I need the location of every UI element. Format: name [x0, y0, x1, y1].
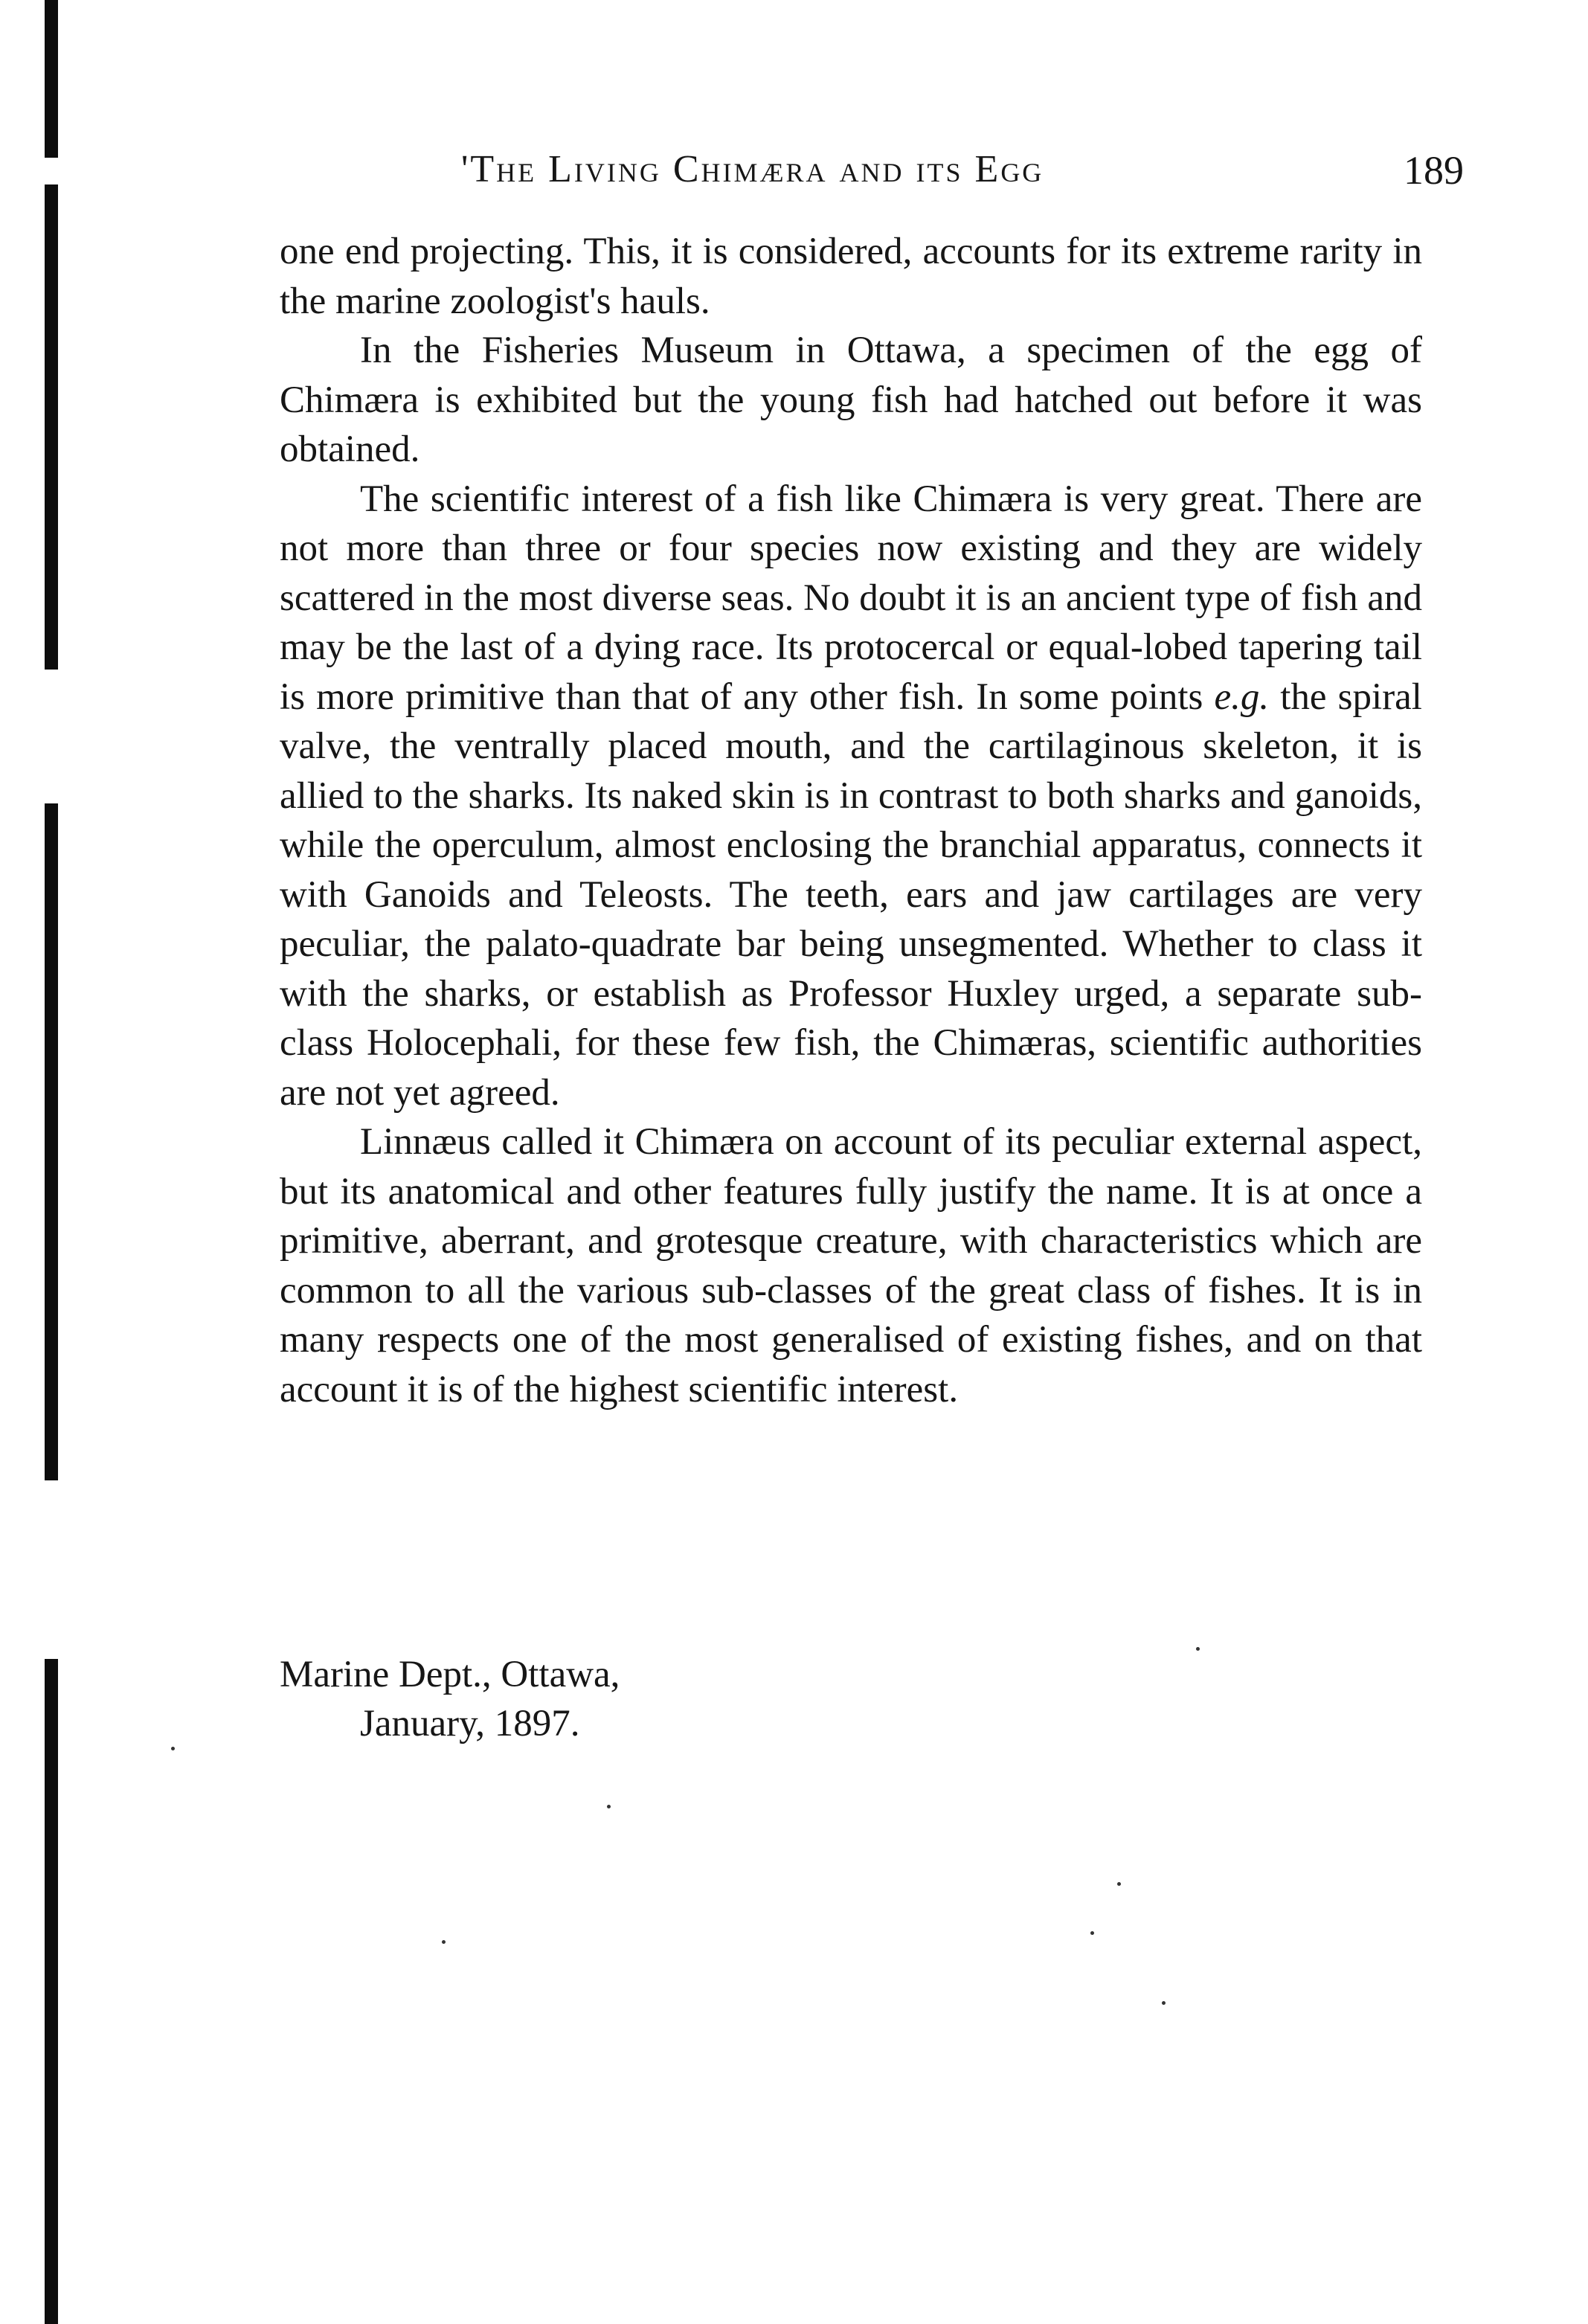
abbreviation: e.g.	[1214, 675, 1270, 718]
scan-speck	[607, 1805, 611, 1808]
signature-place: Marine Dept., Ottawa,	[280, 1654, 620, 1695]
paragraph-text: The scientific interest of a fish like Chimæra is very great. There are not more than three or four species now existing and they are widely scattered in the most diverse seas. No doubt it is an ancient type of fish and may be the last of a dying race. Its protocercal or equal-lobed tapering tail is more primitive than that of any other fish. In some points	[280, 478, 1422, 718]
scan-speck	[171, 1747, 175, 1750]
paragraph	[280, 475, 1422, 1118]
running-title: 'The Living Chimæra and its Egg	[461, 148, 1044, 190]
binding-gap	[45, 670, 58, 803]
signature	[280, 1650, 949, 1748]
scan-speck	[442, 1940, 446, 1944]
scan-speck	[1090, 1931, 1094, 1935]
paragraph-text: the spiral valve, the ventrally placed mouth, and the cartilaginous skeleton, it is allied to the sharks. Its naked skin is in contrast to both sharks and ganoids, while the operculum, almost enclosing the branchial apparatus, connects it with Ganoids and Teleosts. The teeth, ears and jaw cartilages are very peculiar, the palato-quadrate bar being unsegmented. Whether to class it with the sharks, or establish as Professor Huxley urged, a separate sub-class Holocephali, for these few fish, the Chimæras, scientific authorities are not yet agreed.	[280, 675, 1422, 1114]
scan-speck	[1196, 1647, 1200, 1651]
binding-edge	[45, 0, 58, 2324]
body-text	[280, 227, 1422, 1414]
scan-speck	[1117, 1882, 1121, 1886]
paragraph: In the Fisheries Museum in Ottawa, a specimen of the egg of Chimæra is exhibited but the young fish had hatched out before it was obtained.	[280, 330, 1422, 470]
paragraph: one end projecting. This, it is considered, accounts for its extreme rarity in the marine zoologist's hauls.	[280, 231, 1422, 322]
paragraph: Linnæus called it Chimæra on account of its peculiar external aspect, but its anatomical and other features fully justify the name. It is at once a primitive, aberrant, and grotesque creature, with characteristics which are common to all the various sub-classes of the great class of fishes. It is in many respects one of the most generalised of existing fishes, and on that account it is of the highest scientific interest.	[280, 1121, 1422, 1410]
binding-gap	[45, 1480, 58, 1659]
page-number: 189	[1404, 148, 1464, 193]
signature-date: January, 1897.	[360, 1703, 580, 1744]
scan-speck	[1162, 2001, 1166, 2005]
binding-gap	[45, 158, 58, 184]
